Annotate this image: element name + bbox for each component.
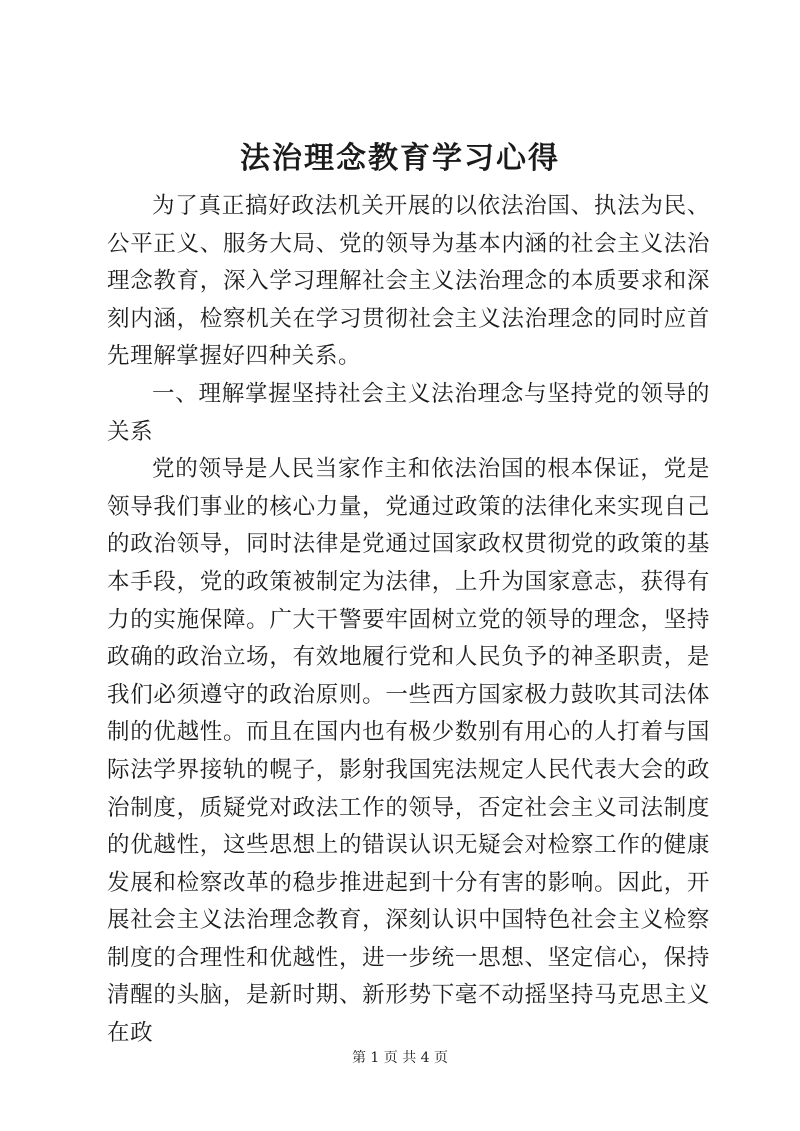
section-heading-1: 一、理解掌握坚持社会主义法治理念与坚持党的领导的关系: [107, 380, 710, 445]
document-title: 法治理念教育学习心得: [240, 141, 560, 176]
page-footer: [0, 1048, 800, 1068]
paragraph-intro: 为了真正搞好政法机关开展的以依法治国、执法为民、公平正义、服务大局、党的领导为基本内涵的社会主义法治理念教育，深入学习理解社会主义法治理念的本质要求和深刻内涵，检察机关在学习贯彻社会主义法治理念的同时应首先理解掌握好四种关系。: [107, 193, 710, 370]
document-body: [107, 188, 710, 1053]
page-number-label: 第 1 页 共 4 页: [351, 1050, 449, 1066]
paragraph-section-1: 党的领导是人民当家作主和依法治国的根本保证，党是领导我们事业的核心力量，党通过政策的法律化来实现自己的政治领导，同时法律是党通过国家政权贯彻党的政策的基本手段，党的政策被制定为法律，上升为国家意志，获得有力的实施保障。广大干警要牢固树立党的领导的理念，坚持政确的政治立场，有效地履行党和人民负予的神圣职责，是我们必须遵守的政治原则。一些西方国家极力鼓吹其司法体制的优越性。而且在国内也有极少数别有用心的人打着与国际法学界接轨的幌子，影射我国宪法规定人民代表大会的政治制度，质疑党对政法工作的领导，否定社会主义司法制度的优越性，这些思想上的错误认识无疑会对检察工作的健康发展和检察改革的稳步推进起到十分有害的影响。因此，开展社会主义法治理念教育，深刻认识中国特色社会主义检察制度的合理性和优越性，进一步统一思想、坚定信心，保持清醒的头脑，是新时期、新形势下毫不动摇坚持马克思主义在政: [107, 456, 710, 1047]
